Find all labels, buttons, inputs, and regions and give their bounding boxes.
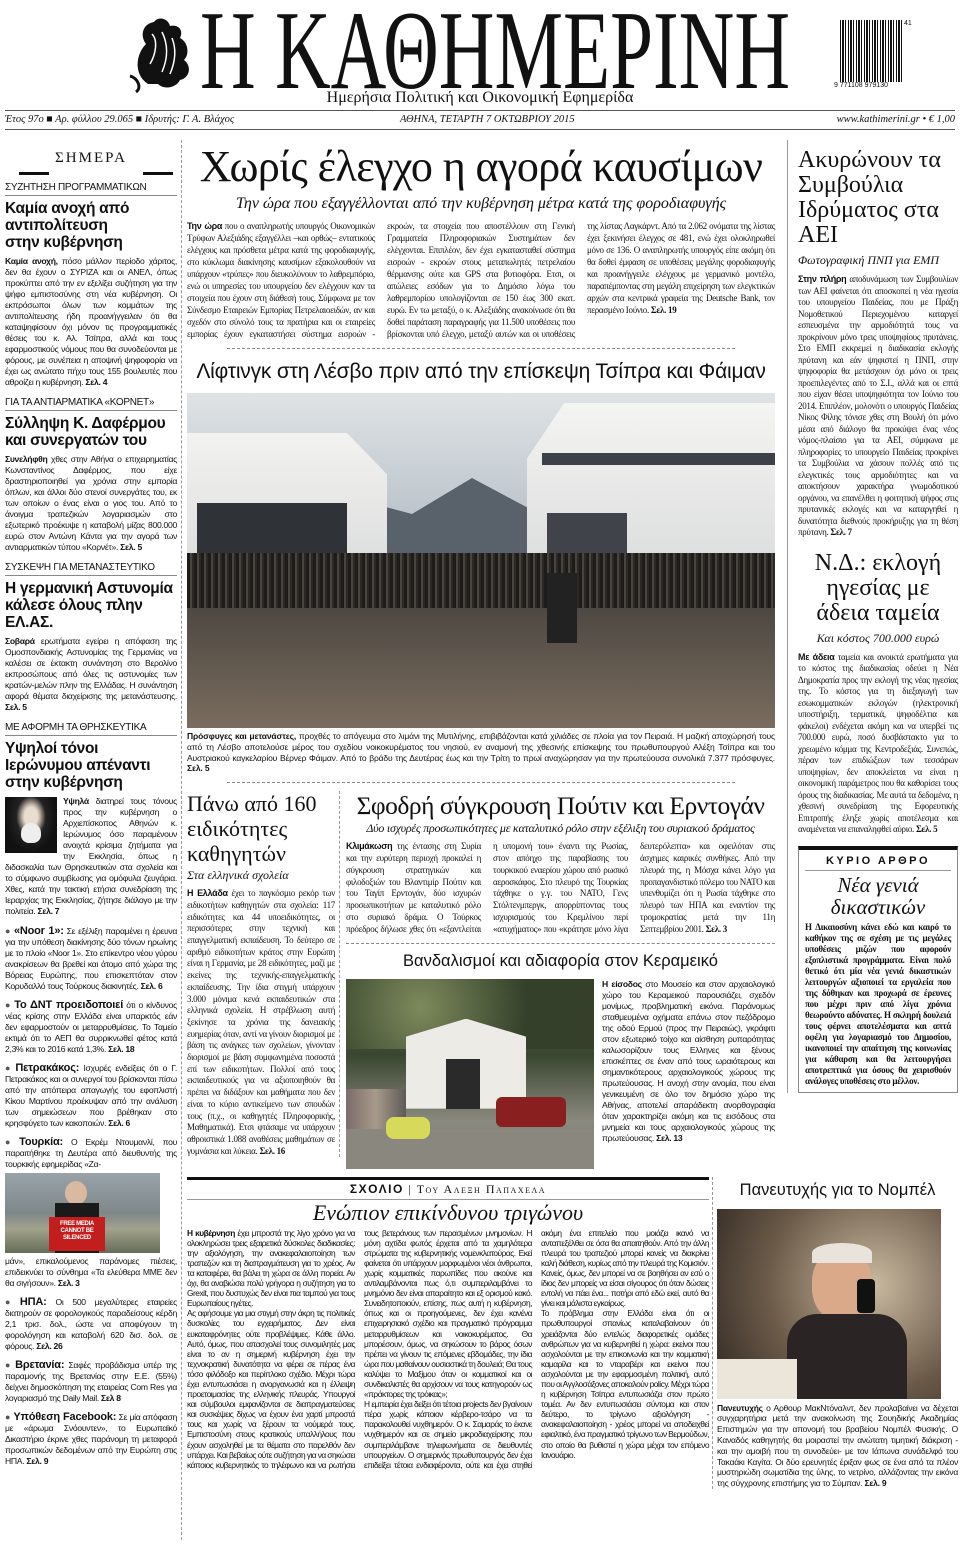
bullet-icon: ● (5, 1360, 13, 1370)
header-rule (5, 172, 177, 176)
barcode-issue: 41 (904, 20, 912, 27)
headline[interactable]: Σύλληψη Κ. Δαφέρμου και συνεργατών του (5, 415, 166, 449)
putin-erdogan-text: Κλιμάκωση της έντασης στη Συρία και την ευρύτερη περιοχή προκαλεί η σύγκρουση στρατηγικών και φιλοδοξιών του Βλαντιμίρ Πούτιν και του Ταγίπ Ερντογάν, δύο ισχυρών προσωπικοτήτων με καταλυτικό ρόλο στο συριακό δράμα. Ο Τούρκος πρόεδρος δήλωσε χθες ότι «εξαντλείται η υπομονή του» έναντι της Ρωσίας, στον απόηχο της παραβίασης του τουρκικού εναερίου χώρου από ρωσικό αεροσκάφος. Στο πλευρό της Τουρκίας τάχθηκε ο γ.γ. του ΝΑΤΟ, Γενς Στόλτενμπεργκ, απορρίπτοντας τους ισχυρισμούς του Κρεμλίνου περί «ατυχήματος» που «κράτησε μόνο λίγα δευτερόλεπτα» και οφειλόταν στις άσχημες καιρικές συνθήκες. Από την πλευρά της, η Μόσχα κάνει λόγο για προπαγανδιστικό πόλεμο του ΝΑΤΟ και υπενθυμίζει ότι η Ρωσία τάχθηκε στο πλευρό των ΗΠΑ και εναντίον της τρομοκρατίας μετά την 11η Σεπτεμβρίου 2001. Σελ. 3 (346, 841, 775, 934)
newspaper-subtitle: Ημερήσια Πολιτική και Οικονομική Εφημερίδα (326, 89, 634, 106)
news-bullets (5, 926, 177, 1467)
archbishop-photo (5, 797, 57, 853)
page-ref: Σελ. 7 (37, 906, 60, 916)
newspaper-title: Η ΚΑΘΗΜΕΡΙΝΗ (200, 4, 790, 94)
page-ref: Σελ. 7 (830, 527, 852, 537)
education-subheadline: Στα ελληνικά σχολεία (187, 868, 289, 883)
nobel-story (712, 1177, 958, 1489)
bullet-item[interactable]: ● ΗΠΑ: Οι 500 μεγαλύτερες εταιρείες διατηρούν σε φορολογικούς παραδείσους κέρδη 2,1 τρισ. δολ., ώστε να αποφύγουν τη φορολόγηση και καταβολή 620 δισ. δολ. σε φόρους. Σελ. 26 (5, 1296, 178, 1351)
page-ref: Σελ. 16 (259, 1145, 285, 1156)
center-column (187, 140, 775, 1169)
headline[interactable]: Η γερμανική Αστυνομία κάλεσε όλους πλην ΕΛ.ΑΣ. (5, 580, 173, 631)
byline: Του Αλέξη Παπαχελά (416, 1181, 547, 1196)
right-column (787, 140, 958, 1093)
commentary (187, 1177, 709, 1470)
story-text: Καμία ανοχή, πόσο μάλλον περίοδο χάριτος, δεν θα έχουν ο ΣΥΡΙΖΑ και οι ΑΝΕΛ, όπως προκύπτει από την εν εξελίξει συζήτηση για την ψήφο εμπιστοσύνης στη νέα κυβέρνηση. Οι εκπρόσωποι όλων των κομμάτων της αντιπολίτευσης ήδη προανήγγειλαν ότι θα καταψηφίσουν όχι μόνον τις προγραμματικές θέσεις του κ. Αλ. Τσίπρα, αλλά και τους εφαρμοστικούς νόμους που θα συνοδεύονται με φόρους, με συνέπεια η αποψινή ψηφοφορία να έχει ως ανώτατο πήχυ τους 155 βουλευτές που αθροίζει η κυβέρνηση. Σελ. 4 (5, 256, 177, 387)
newspaper-title-wrapper (198, 4, 794, 94)
headline[interactable]: Καμία ανοχή από αντιπολίτευση στην κυβέρνηση (5, 200, 130, 251)
website-price[interactable]: www.kathimerini.gr • € 1,00 (836, 114, 955, 125)
bullet-icon: ● (5, 1063, 13, 1073)
story-ieronymos[interactable] (5, 722, 177, 917)
page-ref: Σελ. 5 (187, 763, 210, 774)
kicker: ΜΕ ΑΦΟΡΜΗ ΤΑ ΘΡΗΣΚΕΥΤΙΚΑ (5, 722, 177, 736)
kicker: ΓΙΑ ΤΑ ΑΝΤΙΑΡΜΑΤΙΚΑ «ΚΟΡΝΕΤ» (5, 397, 177, 411)
bullet-item[interactable]: ● Πετρακάκος: Ισχυρές ενδείξεις ότι ο Γ. Πετρακάκος και οι συνεργοί του βρίσκονται πίσω από την απόπειρα απαγωγής του εφοπλιστή Κίκου Μαρτίνου προέκυψαν από την ανάλυση των σημειώσεων που βρέθηκαν στο κρησφύγετο των κακοποιών. Σελ. 6 (5, 1062, 177, 1128)
putin-keramikos-stories (346, 791, 775, 1168)
universities-text: Στην πλήρη αποδυνάμωση των Συμβουλίων των ΑΕΙ φαίνεται ότι αποσκοπεί η νέα ηγεσία του υπουργείου Παιδείας, που με Πράξη Νομοθετικού Περιεχομένου καταργεί εσπευσμένα την αρμοδιότητά τους να προκρίνουν μόνο τρεις υποψηφίους πρυτάνεις. Στο ΕΜΠ εκκρεμεί η διαδικασία εκλογής πρύτανη και εάν ψηφιστεί η ΠΝΠ, στην ψηφοφορία θα μετάσχουν όχι μόνο οι τρεις προεπιλεγέντες από το Σ.Ι., αλλά και οι επτά που είχαν θέσει υποψηφιότητα τον Ιούνιο του 2014. Επιπλέον, μολονότι ο υπουργός Παιδείας Νίκος Φίλης τόνισε χθες στη Βουλή ότι μόνο μέσα από διάλογο θα προκύψει ένας νέος νόμος-πλαίσιο για τα ΑΕΙ, σύμφωνα με πληροφορίες το υπουργείο Παιδείας προκρίνει τα Συμβούλια να χάσουν πολλές από τις ελεγκτικές τους αρμοδιότητες και να αποκτήσουν χαρακτήρα γνωμοδοτικού οργάνου, να επανέλθει η φοιτητική ψήφος στις πρυτανικές εκλογές και να καταργηθεί η δυνατότητα διεθνούς προκήρυξης για τη θέση πρύτανη. Σελ. 7 (798, 274, 958, 537)
editorial-title[interactable]: Νέα γενιά δικαστικών (830, 872, 926, 919)
page-ref: Σελ. 5 (915, 824, 938, 834)
commentary-text: Η κυβέρνηση έχει μπροστά της λίγο χρόνο για να ολοκληρώσει τρεις εξαιρετικά δύσκολες διαδικασίες: την αξιολόγηση, την ανακεφαλαιοποίηση των τραπεζών και τη διαπραγμάτευση για το χρέος. Αν τα καταφέρει, θα βάλει τη χώρα σε άλλη πορεία. Αν όχι, θα αναβιώσει πολύ γρήγορα η συζήτηση για το Grexit, που δυστυχώς δεν είναι πια ταμπού για τους Ευρωπαίους ηγέτες. Ας αφήσουμε για μια στιγμή στην άκρη τις πολιτικές δυσκολίες του εγχειρήματος. Δεν είναι ευκαταφρόνητες ούτε προβλέψιμες. Κάθε άλλο. Αυτό, όμως, που απασχολεί τους συνομιλητές μας είναι το αν η σημερινή κυβέρνηση έχει την τεχνοκρατική δυνατότητα να φέρει σε πέρας ένα τόσο φιλόδοξο και περίπλοκο σχέδιο. Μέχρι τώρα έχει εντυπωσιάσει η ανοργανωσιά και η έλλειψη προετοιμασίας της ελληνικής πλευράς. Υπουργοί και σύμβουλοι εμφανίζονται σε διαπραγματεύσεις και συσκέψεις δίχως να έχουν ένα χαρτί μπροστά τους και χωρίς να ξέρουν τα νούμερά τους. Εμπιστοσύνη στους κρατικούς υπαλλήλους που έχουν ασχοληθεί με τα θέματα στο παρελθόν δεν υπάρχει. Και βεβαίως ούτε συζήτηση για να σηκώσει κάποιος κυβερνητικός το τηλέφωνο και να ρωτήσει τους βετεράνους των περασμένων μνημονίων. Η μόνη αχτίδα φωτός έρχεται από τα χαμηλότερα στρώματα της κυβερνητικής νομενκλατούρας. Εκεί φαίνεται ότι υπάρχουν μορφωμένοι νέοι άνθρωποι, χωρίς κομματικές παρωπίδες που ακούνε και αντιλαμβάνονται πως ό,τι συμπεριλαμβάνει το μνημόνιο δεν είναι απαραίτητο και εξ ορισμού κακό. Συνειδητοποιούν, επίσης, πως αυτή η κυβέρνηση, όπως και οι προηγούμενες, δεν έχει κανένα επιχειρησιακό σχέδιο και πραγματικό πρόγραμμα μεταρρυθμίσεων και νοικοκυρέματος. Θα μπορέσουν, όμως, να σηκώσουν το βάρος όσων πρέπει να γίνουν τις επόμενες εβδομάδες, την ίδια ώρα που μαθαίνουν ουσιαστικά τη δουλειά; Θα τους καλύψει το Μαξίμου όταν οι κομματικοί και οι συνδικαλιστές θα αρχίσουν να τους κατηγορούν ως «πράκτορες της τρόικας»; Η εμπειρία έχει δείξει ότι τέτοια projects δεν βγαίνουν πέρα χωρίς κάποιον κέρβερο-τσάρο να τα παρακολουθεί νυχθημερόν. Ο κ. Σαμαράς το έκανε νυχθημερόν και σε σημείο μικροδιαχείρισης που συμπεριλάμβανε τηλεφωνήματα σε διευθυντές υπουργείων. Ο σημερινός πρωθυπουργός δεν έχει επιδείξει τέτοια ενδιαφέροντα, ούτε και έχει στηθεί ακόμη ένα επιτελείο που μοιάζει ικανό να ανταπεξέλθει σε όσα θα απαιτηθούν. Από την άλλη πλευρά του τραπεζιού μπορεί κανείς να διακρίνει καλή διάθεση, κυρίως από την πλευρά της Κομισιόν. Κανείς, όμως, δεν μπορεί να σε βοηθήσει αν εσύ ο ίδιος δεν μπορείς να είσαι σίγουρος ότι όταν δώσεις εντολή να πάει ένα... ποτήρι από εδώ εκεί, αυτό θα γίνει και μάλιστα εγκαίρως. Το πρόβλημα στην Ελλάδα είναι ότι οι πρωθυπουργοί σπανίως καταλαβαίνουν ότι χρειάζονται δύο εντελώς διαφορετικές ομάδες ανθρώπων για να κυβερνηθεί η χώρα: εκείνοι που ασχολούνται με την επικοινωνία και την κομματική καμαρίλα και το νταραβέρι και εκείνοι που ασχολούνται με την εφαρμοσμένη πολιτική, αυτό που οι Αγγλοσάξονες αποκαλούν policy. Μέχρι τώρα η κυβέρνηση Τσίπρα εντυπωσιάζει στον πρώτο τομέα. Αν δεν εντυπωσιάσει σύντομα και στον δεύτερο, το τρίγωνο αξιολόγηση - ανακεφαλαιοποίηση - χρέος μπορεί να αποδειχθεί εφιαλτικό, ένα πραγματικό τρίγωνο των Βερμούδων, στο οποίο θα βυθιστεί η χώρα μέχρι τον επόμενο Ιανουάριο. (187, 1227, 709, 1470)
editorial-label: ΚΥΡΙΟ ΑΡΘΡΟ (805, 855, 951, 871)
barcode (840, 20, 902, 82)
today-column (5, 150, 177, 1475)
nobel-headline[interactable]: Πανευτυχής για το Νομπέλ (739, 1180, 936, 1199)
nobel-laureate-photo (717, 1209, 941, 1399)
main-headline[interactable]: Χωρίς έλεγχο η αγορά καυσίμων (199, 142, 763, 191)
story-text: Υψηλά διατηρεί τους τόνους προς την κυβέρνηση ο Αρχιεπίσκοπος Αθηνών κ. Ιερώνυμος όσο παραμένουν ανοιχτά κρίσιμα ζητήματα για την Εκκλησία, όπως η διδασκαλία των Θρησκευτικών στα σχολεία και το σύμφωνο συμβίωσης για ομόφυλα ζευγάρια. Χθες, κατά την τακτική ετήσια συνεδρίαση της Ιεραρχίας της Εκκλησίας, ζήτησε διάλογο με την πολιτεία. Σελ. 7 (5, 796, 177, 916)
page-ref: Σελ. 4 (85, 377, 108, 387)
bullet-item[interactable]: ● Τουρκία: Ο Εκρέμ Ντουμανλί, που παραιτήθηκε τη Δευτέρα από διευθυντής της τουρκικής εφημερίδας «Ζα- FREE MEDIA CANNOT BE SILENCED μάν», επικαλούμενος παράνομες πιέσεις, επιδεικνύει το σύνθημα «Τα ελεύθερα ΜΜΕ δεν θα σιγήσουν». Σελ. 3 (5, 1136, 177, 1288)
putin-erdogan-headline[interactable]: Σφοδρή σύγκρουση Πούτιν και Ερντογάν (356, 791, 765, 821)
editorial-text: Η Δικαιοσύνη κάνει εδώ και καιρό το καθήκον της σε σχέση με τις μεγάλες υποθέσεις μιζών που αφορούν εξοπλιστικά προγράμματα. Είναι πολύ θετικό ότι μία νέα γενιά δικαστικών λειτουργών αξιοποιεί τα εργαλεία που της δόθηκαν και προχωρά σε έρευνες που μέχρι πριν από λίγα χρόνια θεωρούντο αδύνατες. Η σκληρή δουλειά τους φέρνει αποτελέσματα και απτά οφέλη για λογαριασμό του Δημοσίου, ικανοποιεί την απαίτηση της κοινωνίας για κάθαρση και θα λειτουργήσει αποτρεπτικά για όσους θα χειρισθούν ανάλογες υποθέσεις στο μέλλον. (805, 921, 951, 1086)
bullet-icon: ● (5, 1412, 11, 1422)
main-subheadline: Την ώρα που εξαγγέλλονται από την κυβέρνηση μέτρα κατά της φοροδιαφυγής (235, 195, 727, 212)
bullet-item[interactable]: ● Το ΔΝΤ προειδοποιεί ότι ο κίνδυνος νέας κρίσης στην Ελλάδα είναι υπαρκτός εάν δεν εφαρμοστούν οι μεταρρυθμίσεις. Το Ταμείο εκτιμά ότι το ΑΕΠ θα συρρικνωθεί φέτος κατά 2,3% και το 2016 κατά 1,3%. Σελ. 18 (5, 999, 177, 1054)
keramikos-text: Η είσοδος στο Μουσείο και στον αρχαιολογικό χώρο του Κεραμεικού παρουσιάζει, σχεδόν μονίμως, προβληματική εικόνα. Παράνομως σταθμευμένα οχήματα επάνω στον πεζόδρομο της οδού Ερμού (προς την Πειραιώς), γκράφιτι στον εξωτερικό τοίχο και αίσθηση ρυπαρότητας καλωσορίζουν τους Ελληνες και ξένους επισκέπτες σε έναν από τους ωραιότερους και σημαντικότερους αρχαιολογικούς χώρους της πρωτεύουσας. Η ανοχή στην ανομία, που είναι γενικευμένη σε όλο τον δημόσιο χώρο της Αθήνας, αποτελεί απαράδεκτη ανορθογραφία όταν χαρακτηρίζει ακόμη και τις εισόδους στα μνημεία και τους αρχαιολογικούς χώρους της πρωτεύουσας. Σελ. 13 (602, 978, 775, 1143)
page-ref: Σελ. 9 (864, 1478, 887, 1489)
bullet-icon: ● (5, 1000, 12, 1010)
kicker: ΣΥΣΚΕΨΗ ΓΙΑ ΜΕΤΑΝΑΣΤΕΥΤΙΚΟ (5, 562, 177, 576)
headline[interactable]: Υψηλοί τόνοι Ιερώνυμου απέναντι στην κυβέρνηση (5, 740, 151, 791)
protest-sign: FREE MEDIA CANNOT BE SILENCED (49, 1217, 105, 1251)
main-story-text: Την ώρα που ο αναπληρωτής υπουργός Οικονομικών Τρύφων Αλεξιάδης εξαγγέλλει –και ορθώς– εντατικούς ελέγχους και πρόσθετα μέτρα κατά της φοροδιαφυγής, στο κύκλωμα διακίνησης καυσίμων εξακολουθούν να υπάρχουν «τρύπες» που διευκολύνουν το λαθρεμπόριο, ενώ οι υπηρεσίες του υπουργείου δεν ελέγχουν καν τα στοιχεία που έχουν στη διάθεσή τους. Σύμφωνα με τον Σύνδεσμο Εταιρειών Εμπορίας Πετρελαιοειδών, αν και σχεδόν στο σύνολό τους τα πρατήρια και οι εταιρείες εμπορίας έχουν εγκαταστήσει σύστημα εισροών - εκροών, τα στοιχεία που αποστέλλουν στη Γενική Γραμματεία Πληροφοριακών Συστημάτων δεν ελέγχονται. Επιπλέον, δεν έχει εγκατασταθεί σύστημα εισροών - εκροών στους μεταπωλητές πετρελαίου θέρμανσης ούτε και GPS στα βυτιοφόρα. Ετσι, οι απώλειες εσόδων για το Δημόσιο λόγω του λαθρεμπορίου υπολογίζονται σε 150 έως 300 εκατ. ευρώ. Εν τω μεταξύ, ο κ. Αλεξιάδης ανακοίνωσε ότι θα δοθεί παράταση παραγραφής για 11.500 υποθέσεις που βρίσκονται υπό έλεγχο, μεταξύ αυτών και οι υποθέσεις της λίστας Λαγκάρντ. Από τα 2.062 ονόματα της λίστας έχει ξεκινήσει έλεγχος σε 481, ενώ έχει ολοκληρωθεί μόνο σε 136. Ο αναπληρωτής υπουργός είπε ακόμη ότι θα δοθεί έμφαση σε υποθέσεις μεγάλης φοροδιαφυγής και προανήγγειλε ελέγχους με γερμανικό μοντέλο, παραπέμποντας στη μεγάλη επιχείρηση των ελεγκτικών αρχών στα κεντρικά γραφεία της Deutsche Bank, τον περασμένο Ιούνιο. Σελ. 19 (187, 221, 775, 339)
info-bar (5, 110, 955, 130)
story-text: Συνελήφθη χθες στην Αθήνα ο επιχειρηματίας Κωνσταντίνος Δαφέρμος, που είχε δραστηριοποιηθεί για χρόνια στην εμπορία όπλων, και άλλοι δύο στενοί συνεργάτες του, εκ των οποίων ο ένας είναι ο γιος του. Από το άνοιγμα τραπεζικών λογαριασμών στο εξωτερικό προέκυψε η καταβολή μίζας 800.000 ευρώ στον Αντώνη Κάντα για την αγορά των αντιαρματικών τύπου «Κορνέτ». Σελ. 5 (5, 454, 177, 552)
story-dafermos[interactable] (5, 397, 177, 553)
column-divider (181, 140, 182, 1540)
page-ref: Σελ. 5 (120, 542, 142, 552)
story-opposition[interactable] (5, 182, 177, 388)
education-text: Η Ελλάδα έχει το παγκόσμιο ρεκόρ των ειδικοτήτων καθηγητών στα σχολεία: 117 ειδικότητες και 44 υποειδικότητες, οι περισσότερες στην τεχνική και επαγγελματική εκπαίδευση. Το δεύτερο σε αριθμό ειδικοτήτων κράτος στην Ευρώπη είναι η Γερμανία, με 28 ειδικότητες, μαζί με εκείνες της τεχνικής-επαγγελματικής εκπαίδευσης. Την ίδια στιγμή υπάρχουν 3.000 μόνιμα κενά εκπαιδευτικών στα ελληνικά σχολεία. Η στρέβλωση αυτή ξεκίνησε τα χρόνια της δανειακής ευημερίας όταν, αντί να γίνουν διορισμοί με βάση τις ανάγκες των σχολείων, γίνονταν διορισμοί με βάση συμφωνημένα ποσοστά επί των ειδικοτήτων. Πολλοί από τους εκπαιδευτικούς για να αξιοποιηθούν θα πρέπει να διδάξουν και μαθήματα που δεν είναι το κύριο αντικείμενο των σπουδών τους (π.χ., οι καθηγητές Πληροφορικής, Μαθηματικά). Ετσι φτάσαμε να υπάρχουν αθροιστικά 1.088 αναθέσεις μαθημάτων σε γυμνάσια και λύκεια. Σελ. 16 (187, 888, 335, 1156)
universities-headline[interactable]: Ακυρώνουν τα Συμβούλια Ιδρύματος στα ΑΕΙ (798, 147, 941, 248)
bullet-item[interactable]: ● «Noor 1»: Σε εξέλιξη παραμένει η έρευνα για την υπόθεση διακίνησης δύο τόνων ηρωίνης με το πλοίο «Noor 1». Στο επίκεντρο νέου γύρου ανακρίσεων θα βρεθεί και άτομο από χώρα της Βόρειας Ευρώπης, που επισκεπτόταν στον Κορυδαλλό τους Τούρκους διακινητές. Σελ. 6 (5, 925, 178, 991)
page-ref: Σελ. 19 (650, 305, 677, 315)
griffin-logo-icon (128, 14, 198, 94)
putin-erdogan-subheadline: Δύο ισχυρές προσωπικότητες με καταλυτικό ρόλο στην εξέλιξη του συριακού δράματος (366, 821, 755, 836)
issue-info: Έτος 97ο ■ Αρ. φύλλου 29.065 ■ Ιδρυτής: Γ. Α. Βλάχος (5, 114, 235, 125)
dateline: ΑΘΗΝΑ, ΤΕΤΑΡΤΗ 7 ΟΚΤΩΒΡΙΟΥ 2015 (400, 114, 575, 125)
bullet-item[interactable]: ● Υπόθεση Facebook: Σε μία απόφαση με «άρωμα Σνόουντεν», το Ευρωπαϊκό Δικαστήριο έκρινε χθες παράνομη τη μεταφορά προσωπικών δεδομένων από την Ευρώπη στις ΗΠΑ. Σελ. 9 (5, 1411, 178, 1466)
page-ref: Σελ. 3 (705, 923, 727, 934)
commentary-label: ΣΧΟΛΙΟ | Του Αλέξη Παπαχελά (187, 1180, 709, 1200)
bullet-icon: ● (5, 1137, 17, 1147)
bullet-icon: ● (5, 1297, 17, 1307)
keramikos-headline[interactable]: Βανδαλισμοί και αδιαφορία στον Κεραμεικό (403, 951, 718, 970)
education-story (187, 791, 340, 1157)
nobel-text: Πανευτυχής ο Αρθουρ ΜακΝτόναλντ, δεν προλαβαίνει να δέχεται συγχαρητήρια μετά την ανακοίνωση της Σουηδικής Ακαδημίας Επιστημών για την απονομή του βραβείου Νομπέλ Φυσικής. Ο Καναδός καθηγητής θα μοιραστεί την ανώτατη τιμητική διάκριση - και την αμοιβή που τη συνοδεύει- με τον Ιάπωνα συνάδελφό του Τακαάκι Καγίτα. Οι δύο ερευνητές έριξαν φως σε ένα από τα πλέον μυστηριώδη σωματίδια της ύλης, το νετρίνο, αλλάζοντας την εικόνα της σύγχρονης επιστήμης για το Σύμπαν. Σελ. 9 (717, 1402, 958, 1489)
commentary-title[interactable]: Ενώπιον επικίνδυνου τριγώνου (312, 1199, 584, 1225)
universities-subheadline: Φωτογραφική ΠΝΠ για ΕΜΠ (798, 253, 940, 267)
photo-caption: Πρόσφυγες και μετανάστες, προχθές το απόγευμα στο λιμάνι της Μυτιλήνης, επιβιβάζονται κατά χιλιάδες σε πλοία για τον Πειραιά. Η μαζική αποχώρησή τους από τη Λέσβο αποτελούσε μέρος του σχεδίου νοικοκυρέματος του νησιού, εν αναμονή της χθεσινής επίσκεψης του πρωθυπουργού Αλέξη Τσίπρα και του Αυστριακού καγκελαρίου Βέρνερ Φάιμαν. Από το βράδυ της Δευτέρας έως και την Τρίτη το πρωί αναχώρησαν για την πρωτεύουσα συνολικά 7.377 πρόσφυγες. Σελ. 5 (187, 731, 775, 774)
bullet-icon: ● (5, 926, 11, 936)
keramikos-entrance-photo (346, 979, 594, 1169)
education-headline[interactable]: Πάνω από 160 ειδικότητες καθηγητών (187, 791, 317, 867)
nd-subheadline: Και κόστος 700.000 ευρώ (816, 630, 940, 645)
barcode-number: 9 771108 979130 (834, 82, 888, 89)
lesvos-port-photo (187, 393, 775, 728)
divider (346, 943, 775, 944)
today-header: ΣΗΜΕΡΑ (55, 150, 127, 166)
story-german-police[interactable] (5, 562, 177, 713)
nd-headline[interactable]: Ν.Δ.: εκλογή ηγεσίας με άδεια ταμεία (814, 549, 942, 626)
photo-story-headline[interactable]: Λίφτινγκ στη Λέσβο πριν από την επίσκεψη Τσίπρα και Φάιμαν (196, 360, 766, 383)
kicker: ΣΥΖΗΤΗΣΗ ΠΡΟΓΡΑΜΜΑΤΙΚΩΝ (5, 182, 177, 196)
divider (227, 782, 735, 783)
main-area (187, 140, 958, 1489)
page-ref: Σελ. 13 (656, 1132, 683, 1143)
divider (227, 348, 735, 349)
story-text: Σοβαρά ερωτήματα εγείρει η απόφαση της Ομοσπονδιακής Αστυνομίας της Γερμανίας να καλέσει σε έκτακτη συνάντηση στο Βερολίνο εκπροσώπους από όλες τις αστυνομίες των κρατών-μελών πλην της Ελλάδας. Η συνάντηση αφορά θέματα διαχείρισης της μετανάστευσης. Σελ. 5 (5, 636, 177, 712)
turkey-editor-photo (5, 1173, 160, 1253)
page-ref: Σελ. 5 (5, 702, 27, 712)
nd-text: Με άδεια ταμεία και ανοικτά ερωτήματα για το κόστος της διαδικασίας οδεύει η Νέα Δημοκρατία προς την εκλογή της νέας ηγεσίας της. Το κόστος για τη διεξαγωγή των εσωκομματικών εκλογών (ηλεκτρονική υποστήριξη, τερματικά, ψηφοδέλτια και φάκελοι) ενδέχεται ακόμη και να υπερβεί τις 700.000 ευρώ, ποσό δυσβάστακτο για το χρεωμένο κόμμα της Κεντροδεξιάς. Συνεπώς, πέραν των επιδιώξεων των τεσσάρων υποψηφίων, δεν αποκλείεται να είναι η οικονομική παράμετρος που θα καθορίσει τους όρους της διαδικασίας. Με αυτά τα δεδομένα, η χθεσινή συνεδρίαση της Εφορευτικής Επιτροπής έληξε χωρίς αποτέλεσμα και αναμένεται να επαναληφθεί αύριο. Σελ. 5 (798, 651, 959, 834)
bullet-item[interactable]: ● Βρετανία: Σαφές προβάδισμα υπέρ της παραμονής της Βρετανίας στην Ε.Ε. (55%) δείχνει δημοσκόπηση της εταιρείας Com Res για λογαριασμό της Daily Mail. Σελ 8 (5, 1359, 178, 1403)
editorial-box (798, 846, 958, 1093)
